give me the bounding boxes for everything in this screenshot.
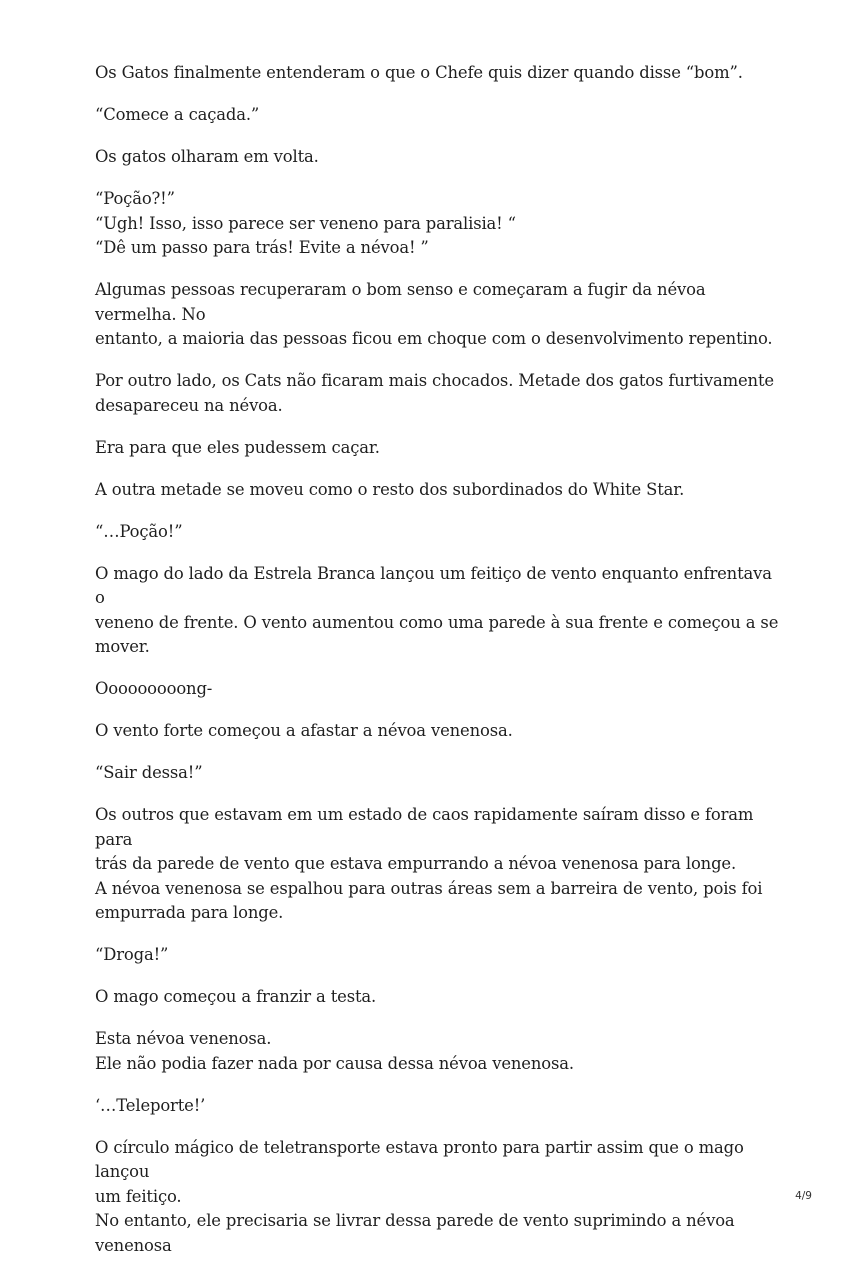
paragraph	[95, 1094, 785, 1119]
paragraph	[95, 278, 785, 352]
text-line: Ele não podia fazer nada por causa dessa névoa venenosa.	[95, 1053, 574, 1073]
text-line: A outra metade se moveu como o resto dos subordinados do White Star.	[95, 479, 685, 499]
paragraph	[95, 562, 785, 660]
paragraph	[95, 985, 785, 1010]
text-line: veneno de frente. O vento aumentou como uma parede à sua frente e começou a se	[95, 612, 779, 632]
text-line: Esta névoa venenosa.	[95, 1029, 272, 1048]
text-line: A névoa venenosa se espalhou para outras áreas sem a barreira de vento, pois foi	[95, 878, 763, 898]
text-line: um feitiço.	[95, 1186, 182, 1206]
text-line: empurrada para longe.	[95, 903, 284, 922]
text-line: “Droga!”	[95, 945, 169, 964]
text-line: Os Gatos finalmente entenderam o que o Chefe quis dizer quando disse “bom”.	[95, 63, 743, 82]
paragraph	[95, 677, 785, 702]
text-line: Algumas pessoas recuperaram o bom senso e começaram a fugir da névoa vermelha. No	[95, 280, 706, 324]
text-line: ‘…Teleporte!’	[95, 1095, 206, 1115]
text-line: Os gatos olharam em volta.	[95, 147, 319, 166]
text-line: Os outros que estavam em um estado de caos rapidamente saíram disso e foram para	[95, 805, 754, 849]
paragraph	[95, 61, 785, 86]
text-line: “Poção?!”	[95, 189, 175, 208]
paragraph	[95, 145, 785, 170]
text-line: mover.	[95, 637, 150, 656]
text-line: “Dê um passo para trás! Evite a névoa! ”	[95, 238, 429, 257]
text-line: Ooooooooong-	[95, 679, 213, 698]
text-line: No entanto, ele precisaria se livrar dessa parede de vento suprimindo a névoa venenosa	[95, 1211, 735, 1255]
text-line: O mago começou a franzir a testa.	[95, 987, 377, 1006]
text-line: Por outro lado, os Cats não ficaram mais chocados. Metade dos gatos furtivamente	[95, 371, 774, 390]
page-number: 4/9	[795, 1190, 812, 1202]
text-line: Era para que eles pudessem caçar.	[95, 437, 380, 457]
text-line: “Ugh! Isso, isso parece ser veneno para paralisia! “	[95, 213, 516, 233]
text-line: “Sair dessa!”	[95, 763, 203, 782]
paragraph	[95, 369, 785, 418]
text-line: entanto, a maioria das pessoas ficou em choque com o desenvolvimento repentino.	[95, 329, 773, 348]
text-line: O círculo mágico de teletransporte estava pronto para partir assim que o mago lançou	[95, 1137, 744, 1181]
paragraph	[95, 719, 785, 744]
document-page	[95, 61, 785, 1276]
text-line: O mago do lado da Estrela Branca lançou um feitiço de vento enquanto enfrentava o	[95, 563, 772, 607]
text-line: “Comece a caçada.”	[95, 105, 260, 124]
paragraph	[95, 436, 785, 461]
paragraph	[95, 1027, 785, 1076]
text-line: desapareceu na névoa.	[95, 395, 283, 415]
paragraph	[95, 103, 785, 128]
paragraph	[95, 943, 785, 968]
paragraph	[95, 803, 785, 926]
paragraph	[95, 187, 785, 261]
paragraph	[95, 761, 785, 786]
paragraph	[95, 1136, 785, 1259]
text-line: O vento forte começou a afastar a névoa venenosa.	[95, 721, 513, 740]
text-line: trás da parede de vento que estava empurrando a névoa venenosa para longe.	[95, 854, 737, 873]
paragraph	[95, 478, 785, 503]
paragraph	[95, 520, 785, 545]
text-line: “…Poção!”	[95, 521, 183, 541]
